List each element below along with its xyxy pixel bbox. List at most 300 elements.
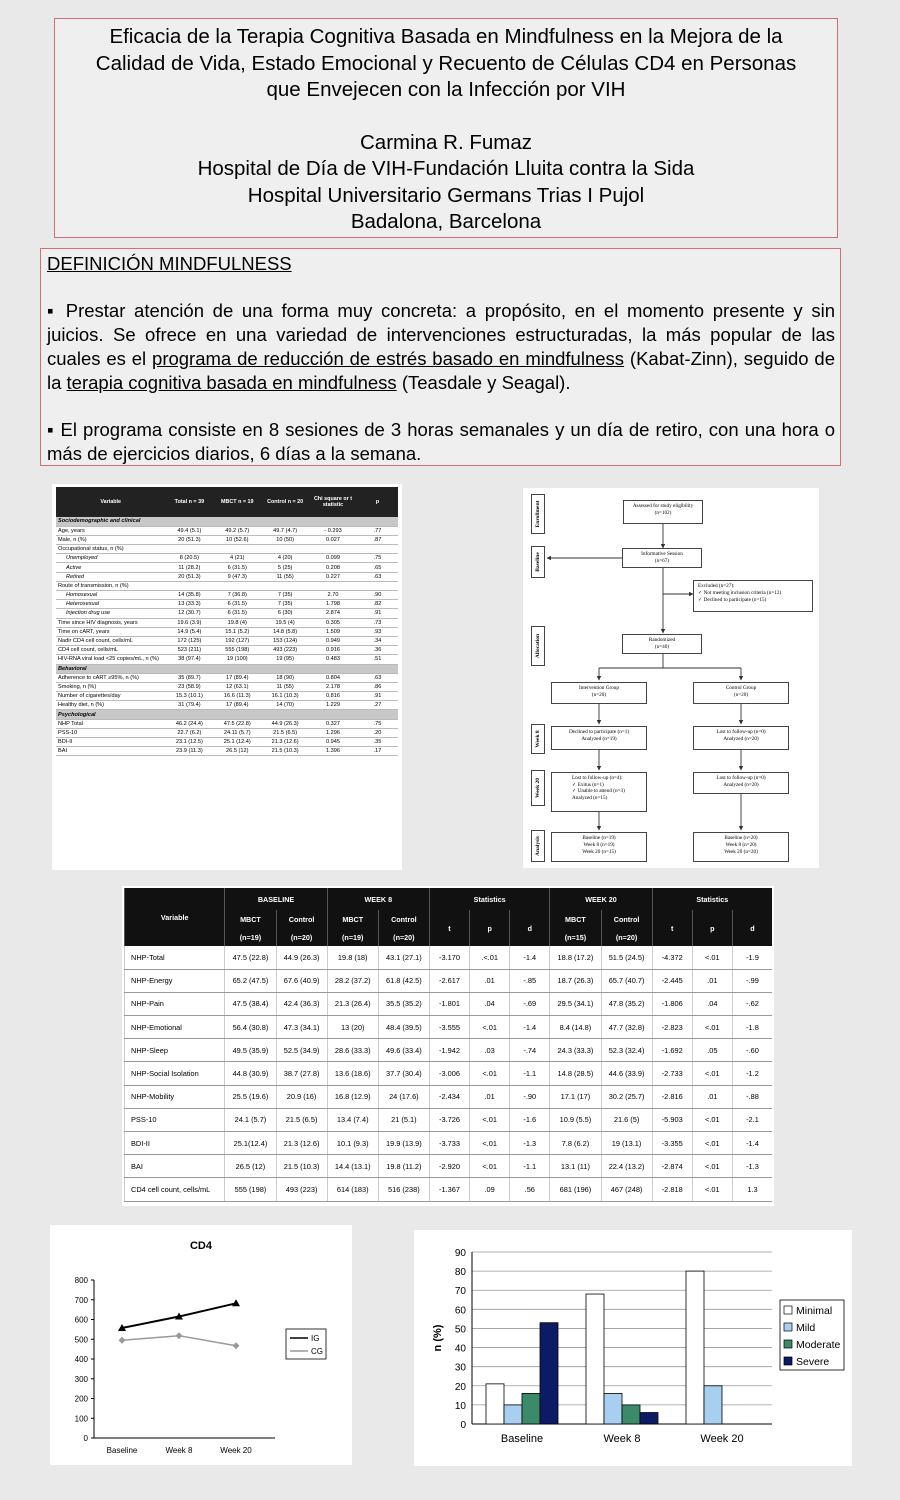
table-cell: -2.445 [652, 969, 692, 992]
table-cell: 0.916 [309, 646, 357, 655]
table-row [125, 1132, 773, 1155]
table-cell: <.01 [692, 1178, 732, 1201]
table-cell: .04 [692, 992, 732, 1015]
row-label: BDI-II [56, 738, 165, 747]
table-row [56, 591, 398, 600]
table-cell: -3.726 [429, 1108, 469, 1131]
table-cell: 14.8 (28.5) [550, 1062, 601, 1085]
table-cell: 19.8 (18) [327, 946, 378, 969]
table-cell: <.01 [470, 1155, 510, 1178]
row-label: Adherence to cART ≥95%, n (%) [56, 673, 165, 682]
table-cell [261, 664, 309, 673]
table-cell: -1.692 [652, 1039, 692, 1062]
table-cell: .03 [470, 1039, 510, 1062]
legend-label: IG [311, 1334, 320, 1343]
table-cell: -3.006 [429, 1062, 469, 1085]
table-row [56, 545, 398, 554]
table-cell: -1.1 [510, 1155, 550, 1178]
table-cell [309, 581, 357, 590]
table-cell: 21.3 (12.6) [276, 1132, 327, 1155]
table-cell: 0.804 [309, 673, 357, 682]
table-cell: 25.1 (12.4) [213, 738, 261, 747]
table-row [56, 572, 398, 581]
x-tick-label: Week 8 [603, 1433, 641, 1445]
header-week8: WEEK 8 [327, 888, 429, 910]
table-cell: -1.4 [510, 946, 550, 969]
table-row [56, 692, 398, 701]
header-statistics: Statistics [652, 888, 772, 910]
table-cell: 6 (31.5) [213, 600, 261, 609]
row-label: BDI-II [125, 1132, 225, 1155]
subheader: p [692, 910, 732, 946]
table-cell: 19 (100) [213, 655, 261, 664]
affiliation-line: Hospital de Día de VIH-Fundación Lluita contra la Sida [197, 157, 695, 180]
table-cell [213, 517, 261, 526]
table-cell: -1.806 [652, 992, 692, 1015]
table-cell: 49.2 (5.7) [213, 526, 261, 535]
intervention-group-box: Intervention Group (n=20) [551, 682, 647, 704]
consort-flowchart [523, 488, 819, 868]
table-cell: 555 (198) [213, 646, 261, 655]
table-row [56, 701, 398, 710]
row-label: NHP-Emotional [125, 1016, 225, 1039]
row-label: Route of transmission, n (%) [56, 581, 165, 590]
subheader-n: (n=19) [327, 928, 378, 946]
y-tick-label: 300 [74, 1374, 88, 1384]
table-cell: -3.555 [429, 1016, 469, 1039]
x-tick-label: Week 8 [165, 1446, 193, 1455]
y-tick-label: 500 [74, 1335, 88, 1345]
y-tick-label: 700 [74, 1295, 88, 1305]
cd4-chart-panel [50, 1225, 352, 1465]
stage-label: Week 20 [531, 770, 545, 806]
table-row [56, 636, 398, 645]
y-tick-label: 30 [454, 1362, 466, 1374]
row-label: Active [56, 563, 165, 572]
table-cell [357, 545, 398, 554]
table-cell: 6 (30) [261, 609, 309, 618]
row-label: Number of cigarettes/day [56, 692, 165, 701]
row-label: Retired [56, 572, 165, 581]
table-cell: 614 (183) [327, 1178, 378, 1201]
table-cell: 153 (124) [261, 636, 309, 645]
table-cell: 1.296 [309, 728, 357, 737]
row-label: NHP-Mobility [125, 1085, 225, 1108]
legend-label: Severe [796, 1356, 830, 1368]
legend-label: Moderate [796, 1339, 841, 1351]
table-cell: .65 [357, 563, 398, 572]
legend-label: Minimal [796, 1305, 833, 1317]
table-cell: 30.2 (25.7) [601, 1085, 652, 1108]
row-label: CD4 cell count, cells/mL [125, 1178, 225, 1201]
table-cell: -1.4 [510, 1016, 550, 1039]
row-label: Time since HIV diagnosis, years [56, 618, 165, 627]
table-cell: 1.229 [309, 701, 357, 710]
y-tick-label: 60 [454, 1305, 466, 1317]
table-cell: 43.1 (27.1) [378, 946, 429, 969]
table-cell [261, 710, 309, 719]
bar-minimal [586, 1294, 604, 1424]
table-row [125, 992, 773, 1015]
table-cell: -1.8 [732, 1016, 772, 1039]
table-cell [213, 581, 261, 590]
table-cell: -2.874 [652, 1155, 692, 1178]
table-cell: 0.099 [309, 554, 357, 563]
demographics-table [56, 487, 398, 756]
subheader: MBCT [225, 910, 276, 928]
table-cell: 11 (55) [261, 682, 309, 691]
header-week20: WEEK 20 [550, 888, 652, 910]
title-line: Eficacia de la Terapia Cognitiva Basada en Mindfulness en la Mejora de la [109, 25, 783, 48]
row-label: Injection drug use [56, 609, 165, 618]
table-cell: -.69 [510, 992, 550, 1015]
row-label: Sociodemographic and clinical [56, 517, 165, 526]
row-label: Behavioral [56, 664, 165, 673]
week8-control-box: Lost to follow-up (n=0) Analyzed (n=20) [693, 726, 789, 750]
subheader: t [652, 910, 692, 946]
table-cell: .04 [470, 992, 510, 1015]
table-cell: 23.1 (12.5) [165, 738, 213, 747]
table-row [125, 1085, 773, 1108]
y-tick-label: 40 [454, 1343, 466, 1355]
bar-mild [704, 1386, 722, 1424]
table-cell: <.01 [470, 1062, 510, 1085]
subheader: MBCT [550, 910, 601, 928]
table-cell: 0.027 [309, 535, 357, 544]
table-cell: 0.327 [309, 719, 357, 728]
table-cell [213, 545, 261, 554]
table-cell: 555 (198) [225, 1178, 276, 1201]
poster-header [54, 18, 838, 238]
y-tick-label: 100 [74, 1414, 88, 1424]
table-cell: 21 (5.1) [378, 1108, 429, 1131]
cd4-line-chart [50, 1225, 352, 1465]
bar-severe [540, 1323, 558, 1424]
legend-swatch [784, 1323, 792, 1331]
table-cell: 21.3 (12.6) [261, 738, 309, 747]
table-cell: 38 (97.4) [165, 655, 213, 664]
table-row [56, 627, 398, 636]
table-cell: 493 (223) [261, 646, 309, 655]
author-name: Carmina R. Fumaz [359, 130, 532, 154]
table-cell: 192 (127) [213, 636, 261, 645]
table-cell: <.01 [692, 1155, 732, 1178]
table-cell: 24.1 (5.7) [225, 1108, 276, 1131]
stage-label: Allocation [531, 626, 545, 666]
row-label: Male, n (%) [56, 535, 165, 544]
bar-severe [640, 1413, 658, 1424]
table-cell: 65.7 (40.7) [601, 969, 652, 992]
table-row [56, 609, 398, 618]
table-cell [309, 545, 357, 554]
affiliation-line: Badalona, Barcelona [350, 210, 542, 233]
row-label: Smoking, n (%) [56, 682, 165, 691]
program-paragraph: ▪ El programa consiste en 8 sesiones de 3 horas semanales y un día de retiro, con una hora o más de ejercicios diarios, 6 días a la semana. [47, 419, 835, 464]
row-label: NHP-Sleep [125, 1039, 225, 1062]
table-cell [165, 710, 213, 719]
table-cell: 13.4 (7.4) [327, 1108, 378, 1131]
table-cell: 2.874 [309, 609, 357, 618]
table-cell: 21.5 (10.3) [276, 1155, 327, 1178]
subheader: Control [601, 910, 652, 928]
table-cell: 467 (248) [601, 1178, 652, 1201]
table-cell: 49.7 (4.7) [261, 526, 309, 535]
stage-label: Enrollment [531, 494, 545, 534]
table-cell: 10 (50) [261, 535, 309, 544]
table-cell: .63 [357, 572, 398, 581]
table-cell: 23 (58.9) [165, 682, 213, 691]
table-cell: -.60 [732, 1039, 772, 1062]
results-table [124, 888, 772, 1202]
table-cell: 47.5 (38.4) [225, 992, 276, 1015]
table-cell: 16.1 (10.3) [261, 692, 309, 701]
title-line: Calidad de Vida, Estado Emocional y Recuento de Células CD4 en Personas [95, 51, 797, 75]
table-row [56, 728, 398, 737]
table-cell: 0.483 [309, 655, 357, 664]
y-tick-label: 0 [83, 1434, 88, 1443]
mbct-link: terapia cognitiva basada en mindfulness [66, 372, 397, 393]
subheader: p [470, 910, 510, 946]
randomized-box: Randomized (n=40) [622, 634, 702, 654]
table-cell: 2.178 [309, 682, 357, 691]
table-cell: 0.949 [309, 636, 357, 645]
table-cell: 516 (238) [378, 1178, 429, 1201]
table-cell: .73 [357, 618, 398, 627]
subheader-n: (n=15) [550, 928, 601, 946]
table-cell: .51 [357, 655, 398, 664]
table-cell: 51.5 (24.5) [601, 946, 652, 969]
table-cell [357, 710, 398, 719]
table-cell: -.90 [510, 1085, 550, 1108]
table-cell: <.01 [692, 1016, 732, 1039]
bar-minimal [686, 1271, 704, 1424]
row-label: Psychological [56, 710, 165, 719]
demographics-header: p [357, 487, 398, 517]
subheader: Control [276, 910, 327, 928]
row-label: Occupational status, n (%) [56, 545, 165, 554]
table-row [125, 1108, 773, 1131]
table-cell: 18.8 (17.2) [550, 946, 601, 969]
data-point [232, 1299, 240, 1306]
table-cell: .36 [357, 646, 398, 655]
demographics-header: Total n = 39 [165, 487, 213, 517]
table-cell: 56.4 (30.8) [225, 1016, 276, 1039]
row-label: Nadir CD4 cell count, cells/mL [56, 636, 165, 645]
assessed-box: Assessed for study eligibility (n=102) [623, 500, 703, 524]
table-cell: -2.818 [652, 1178, 692, 1201]
table-cell: 7 (36.8) [213, 591, 261, 600]
table-cell: 15.1 (5.2) [213, 627, 261, 636]
table-cell: .93 [357, 627, 398, 636]
chart-title: CD4 [189, 1240, 213, 1252]
table-cell: 13.6 (18.6) [327, 1062, 378, 1085]
row-label: HIV-RNA viral load <25 copies/mL, n (%) [56, 655, 165, 664]
table-cell: 47.7 (32.8) [601, 1016, 652, 1039]
table-cell: 0.305 [309, 618, 357, 627]
row-label: Healthy diet, n (%) [56, 701, 165, 710]
table-cell: 1.3 [732, 1178, 772, 1201]
table-cell: 49.6 (33.4) [378, 1039, 429, 1062]
table-row [125, 1016, 773, 1039]
table-cell [357, 664, 398, 673]
depression-severity-bar-chart [414, 1230, 852, 1466]
table-cell: 12 (30.7) [165, 609, 213, 618]
y-tick-label: 80 [454, 1267, 466, 1279]
table-cell: .05 [692, 1039, 732, 1062]
table-cell: 4 (21) [213, 554, 261, 563]
table-cell: 21.5 (10.3) [261, 747, 309, 756]
row-label: NHP-Social Isolation [125, 1062, 225, 1085]
table-cell: <.01 [470, 1132, 510, 1155]
table-cell: 19.6 (3.9) [165, 618, 213, 627]
data-point [119, 1337, 126, 1344]
table-cell: 12 (63.1) [213, 682, 261, 691]
table-cell: -3.170 [429, 946, 469, 969]
row-label: Time on cART, years [56, 627, 165, 636]
table-cell: 23.9 (11.3) [165, 747, 213, 756]
table-row [56, 747, 398, 756]
table-cell: 48.4 (39.5) [378, 1016, 429, 1039]
table-cell: 0.227 [309, 572, 357, 581]
row-label: NHP-Energy [125, 969, 225, 992]
table-cell: .75 [357, 719, 398, 728]
table-cell: <.01 [692, 1132, 732, 1155]
table-cell: -2.920 [429, 1155, 469, 1178]
table-cell [357, 517, 398, 526]
definition-text: (Kabat-Zinn), seguido de la [47, 348, 835, 393]
table-cell: 16.6 (11.3) [213, 692, 261, 701]
table-cell: <.01 [692, 1062, 732, 1085]
table-cell: .75 [357, 554, 398, 563]
table-cell: 44.9 (26.3) [276, 946, 327, 969]
table-cell: 1.798 [309, 600, 357, 609]
y-tick-label: 20 [454, 1381, 466, 1393]
table-cell: 52.3 (32.4) [601, 1039, 652, 1062]
table-cell: 31 (79.4) [165, 701, 213, 710]
table-cell: 21.5 (6.5) [261, 728, 309, 737]
stage-label: Analysis [531, 830, 545, 862]
table-row [56, 719, 398, 728]
x-tick-label: Baseline [106, 1446, 138, 1455]
table-cell: -1.3 [510, 1132, 550, 1155]
table-cell [261, 545, 309, 554]
table-cell: .01 [470, 1085, 510, 1108]
table-cell: -.74 [510, 1039, 550, 1062]
table-cell: 11 (55) [261, 572, 309, 581]
table-cell: -.62 [732, 992, 772, 1015]
table-cell: 22.7 (6.2) [165, 728, 213, 737]
subheader-n: (n=20) [378, 928, 429, 946]
table-cell: .86 [357, 682, 398, 691]
table-cell: 1.509 [309, 627, 357, 636]
y-tick-label: 10 [454, 1400, 466, 1412]
definition-paragraph [47, 299, 835, 395]
table-row [125, 1062, 773, 1085]
table-cell: 13.1 (11) [550, 1155, 601, 1178]
table-cell: -1.4 [732, 1132, 772, 1155]
stage-label: Baseline [531, 546, 545, 578]
week20-control-box: Lost to follow-up (n=0) Analyzed (n=20) [693, 772, 789, 794]
table-cell: -1.367 [429, 1178, 469, 1201]
table-cell: 47.5 (22.8) [213, 719, 261, 728]
table-cell: 0.945 [309, 738, 357, 747]
table-cell: 6 (31.5) [213, 609, 261, 618]
subheader: MBCT [327, 910, 378, 928]
table-cell: 24.11 (5.7) [213, 728, 261, 737]
table-cell: 20 (51.3) [165, 572, 213, 581]
y-tick-label: 800 [74, 1276, 88, 1285]
table-cell: 19.8 (11.2) [378, 1155, 429, 1178]
table-cell: <.01 [470, 1108, 510, 1131]
table-cell: -3.733 [429, 1132, 469, 1155]
title-line: que Envejecen con la Infección por VIH [266, 78, 626, 101]
table-cell: 14 (35.8) [165, 591, 213, 600]
table-cell: 65.2 (47.5) [225, 969, 276, 992]
subheader-n: (n=20) [276, 928, 327, 946]
table-cell: 49.5 (35.9) [225, 1039, 276, 1062]
x-tick-label: Week 20 [700, 1433, 744, 1445]
table-cell: 20 (51.3) [165, 535, 213, 544]
y-tick-label: 70 [454, 1286, 466, 1298]
table-row [56, 738, 398, 747]
row-label: NHP Total [56, 719, 165, 728]
week20-intervention-box: Lost to follow-up (n=4): ✓ Exitus (n=1) ✓ Unable to attend (n=3) Analyzed (n=15) [551, 772, 647, 812]
week8-intervention-box: Declined to participate (n=1) Analyzed (n=19) [551, 726, 647, 750]
subheader-n: (n=19) [225, 928, 276, 946]
table-cell: - 0.293 [309, 526, 357, 535]
table-row [56, 655, 398, 664]
row-label: CD4 cell count, cells/mL [56, 646, 165, 655]
table-cell: 15.3 (10.1) [165, 692, 213, 701]
table-cell: 13 (20) [327, 1016, 378, 1039]
table-cell: .56 [510, 1178, 550, 1201]
subheader: Control [378, 910, 429, 928]
table-cell [309, 664, 357, 673]
table-cell: 8.4 (14.8) [550, 1016, 601, 1039]
table-cell: 5 (25) [261, 563, 309, 572]
table-cell: -1.801 [429, 992, 469, 1015]
table-cell: 44.6 (33.9) [601, 1062, 652, 1085]
table-cell: -2.816 [652, 1085, 692, 1108]
table-cell: -.85 [510, 969, 550, 992]
table-cell: 25.5 (19.6) [225, 1085, 276, 1108]
bar-mild [604, 1393, 622, 1424]
table-row [125, 1155, 773, 1178]
table-cell [213, 710, 261, 719]
demographics-table-panel [52, 484, 402, 870]
bar-mild [504, 1405, 522, 1424]
table-cell [213, 664, 261, 673]
table-cell: 10.9 (5.5) [550, 1108, 601, 1131]
table-cell: 1.396 [309, 747, 357, 756]
table-cell: 19 (13.1) [601, 1132, 652, 1155]
legend-swatch [784, 1357, 792, 1365]
table-cell: 523 (211) [165, 646, 213, 655]
definition-text: (Teasdale y Seagal). [396, 372, 571, 393]
table-cell [261, 581, 309, 590]
legend-label: Mild [796, 1322, 816, 1334]
table-cell: 19.5 (4) [261, 618, 309, 627]
row-label: PSS-10 [56, 728, 165, 737]
table-cell [357, 581, 398, 590]
bar-minimal [486, 1384, 504, 1424]
header-variable: Variable [125, 888, 225, 946]
table-cell: 7 (35) [261, 591, 309, 600]
subheader-n: (n=20) [601, 928, 652, 946]
table-cell: 26.5 (12) [213, 747, 261, 756]
table-cell: .20 [357, 728, 398, 737]
table-cell: <.01 [692, 1108, 732, 1131]
